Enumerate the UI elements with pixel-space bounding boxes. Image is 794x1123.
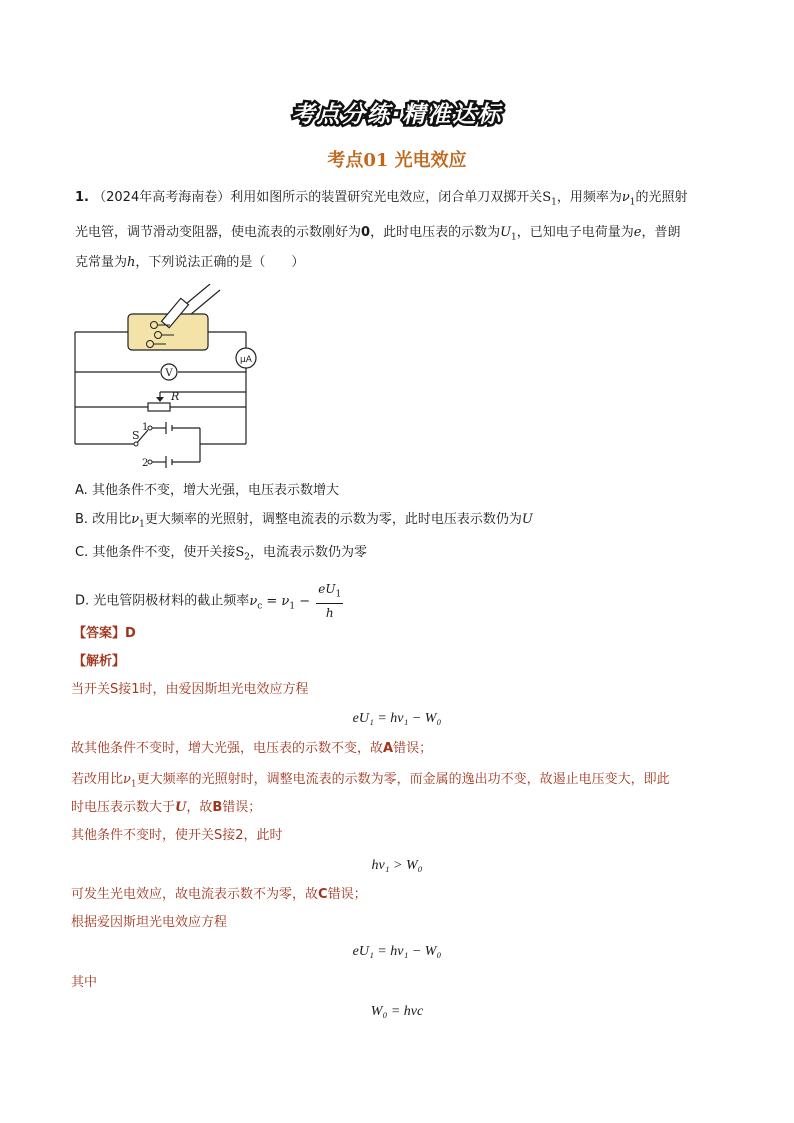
answer-line [73, 625, 136, 643]
voltage-u1: $U_1$ [500, 225, 517, 243]
voltmeter-label: V [165, 368, 173, 379]
circuit-diagram [70, 284, 260, 474]
analysis-p1: 当开关S接1时，由爱因斯坦光电效应方程 [71, 682, 309, 697]
switch-s1: $S_1$ [542, 190, 557, 208]
analysis-p3: 若改用比$\nu_1$更大频率的光照射时，调整电流表的示数为零，而金属的逸出功不变，故遏止电压变大，即此 [71, 772, 670, 790]
answer-value: D [125, 626, 136, 641]
equation-1: eU₁ = hν₁ − W₀ [352, 711, 442, 726]
option-a: A. 其他条件不变，增大光强，电压表示数增大 [75, 483, 339, 498]
option-c: C. 其他条件不变，使开关接$S_2$，电流表示数仍为零 [75, 545, 368, 563]
terminal-1-label: 1 [142, 422, 149, 433]
frequency-nu1: $\nu_1$ [621, 190, 636, 208]
answer-label: 【答案】 [73, 626, 126, 641]
analysis-p7: 根据爱因斯坦光电效应方程 [71, 915, 228, 930]
question-line-1: 1. （2024年高考海南卷）利用如图所示的装置研究光电效应，闭合单刀双掷开关$S_1$，用频率为$\nu_1$的光照射 [75, 190, 688, 208]
microammeter-label: μA [240, 355, 252, 365]
analysis-label: 【解析】 [73, 654, 126, 669]
section-title: 考点01 光电效应 [327, 150, 467, 171]
equation-3: eU₁ = hν₁ − W₀ [352, 944, 442, 959]
analysis-p6: 可发生光电效应，故电流表示数不为零，故C错误； [71, 887, 367, 902]
switch-label: S [132, 429, 140, 442]
analysis-p5: 其他条件不变时，使开关S接2，此时 [71, 828, 283, 843]
option-b: B. 改用比$\nu_1$更大频率的光照射，调整电流表的示数为零，此时电压表示数仍为U [75, 512, 533, 530]
equation-2: hν₁ > W₀ [371, 858, 423, 873]
question-source: （2024年高考海南卷） [93, 190, 231, 205]
resistor-label: R [171, 390, 180, 403]
slider-arrow [156, 397, 164, 402]
equation-4: W₀ = hνc [370, 1004, 424, 1019]
analysis-p8: 其中 [71, 975, 98, 990]
question-line-2: 光电管，调节滑动变阻器，使电流表的示数刚好为0，此时电压表的示数为$U_1$，已知电子电荷量为e，普朗 [75, 225, 681, 243]
question-number: 1. [75, 190, 89, 205]
banner-title: 考点分练·精准达标 [291, 102, 503, 128]
question-line-3: 克常量为h，下列说法正确的是（ ） [75, 255, 305, 270]
rheostat [148, 403, 170, 411]
option-d: D. 光电管阴极材料的截止频率$\nu_c = \nu_1$ − $\frac{eU_1}{h}$ [75, 582, 342, 621]
analysis-p2: 故其他条件不变时，增大光强，电压表的示数不变，故A错误； [71, 741, 433, 756]
analysis-p4: 时电压表示数大于U，故B错误； [71, 800, 262, 815]
cutoff-frequency-formula: $\nu_c = \nu_1$ − $\frac{eU_1}{h}$ [249, 582, 342, 621]
terminal-2-label: 2 [142, 458, 149, 469]
